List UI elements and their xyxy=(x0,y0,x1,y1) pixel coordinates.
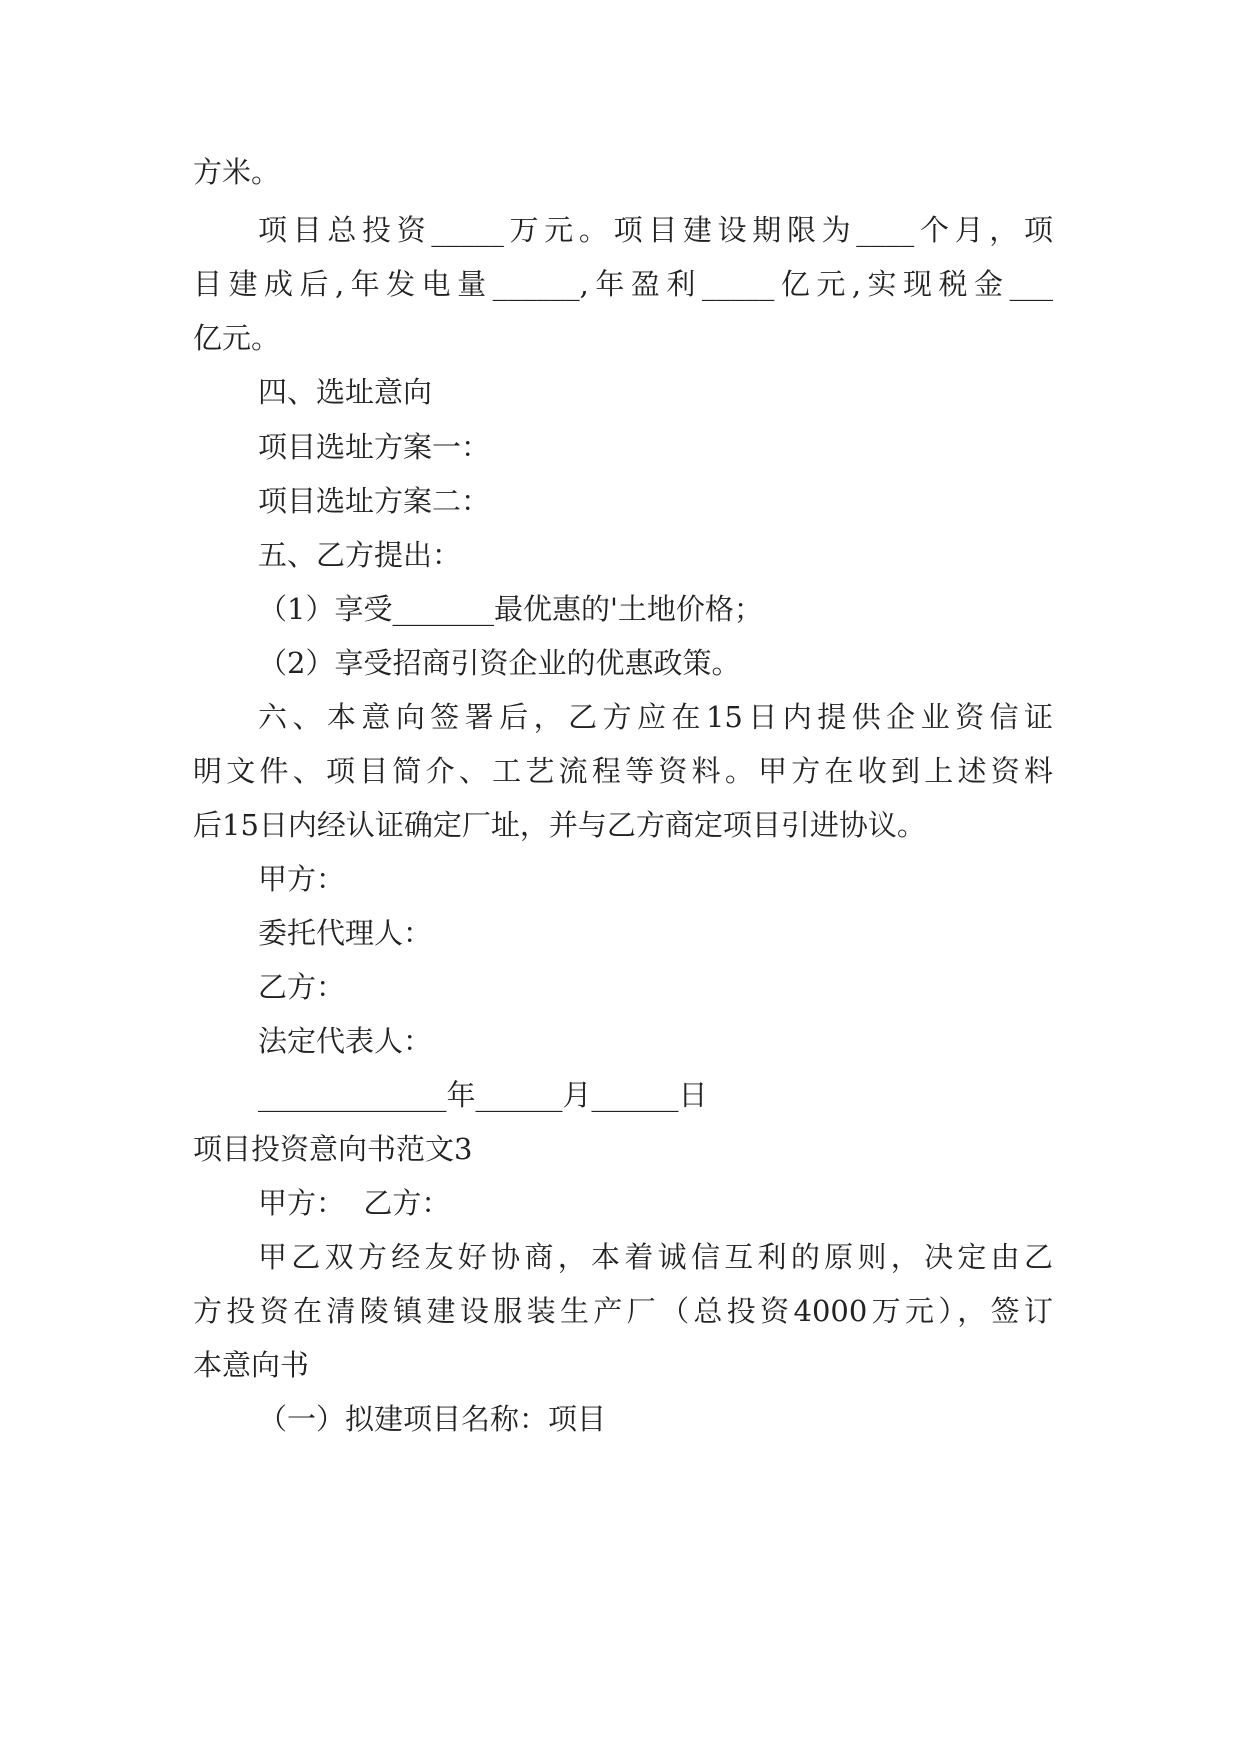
text-line: 亿元。 xyxy=(193,321,281,355)
section-heading: 四、选址意向 xyxy=(258,375,433,409)
text-line: 项目总投资_____万元。项目建设期限为____个月，项 xyxy=(258,213,1053,247)
signature-label: 法定代表人： xyxy=(258,1024,433,1058)
text-line: 后15日内经认证确定厂址，并与乙方商定项目引进协议。 xyxy=(193,808,926,842)
list-item: （1）享受_______最优惠的'土地价格； xyxy=(258,592,763,626)
date-line: _____________年______月______日 xyxy=(258,1078,708,1112)
text-line: 目建成后,年发电量______,年盈利_____亿元,实现税金___ xyxy=(193,267,1053,301)
text-line: 项目选址方案一： xyxy=(258,430,491,464)
text-line: 项目选址方案二： xyxy=(258,484,491,518)
text-line: 甲乙双方经友好协商，本着诚信互利的原则，决定由乙 xyxy=(258,1240,1053,1274)
text-line: 明文件、项目简介、工艺流程等资料。甲方在收到上述资料 xyxy=(193,754,1053,788)
text-line: 本意向书 xyxy=(193,1348,310,1382)
list-item: （2）享受招商引资企业的优惠政策。 xyxy=(258,646,741,680)
text-line: 六、本意向签署后，乙方应在15日内提供企业资信证 xyxy=(258,700,1053,734)
section-heading: 五、乙方提出： xyxy=(258,538,462,572)
list-item: （一）拟建项目名称：项目 xyxy=(258,1402,607,1436)
text-line: 方投资在清陵镇建设服装生产厂（总投资4000万元），签订 xyxy=(193,1294,1053,1328)
document-heading: 项目投资意向书范文3 xyxy=(193,1132,473,1166)
text-line: 方米。 xyxy=(193,155,281,189)
parties-line: 甲方： 乙方： xyxy=(258,1186,451,1220)
signature-label: 委托代理人： xyxy=(258,916,433,950)
signature-label: 乙方： xyxy=(258,970,346,1004)
signature-label: 甲方： xyxy=(258,862,346,896)
